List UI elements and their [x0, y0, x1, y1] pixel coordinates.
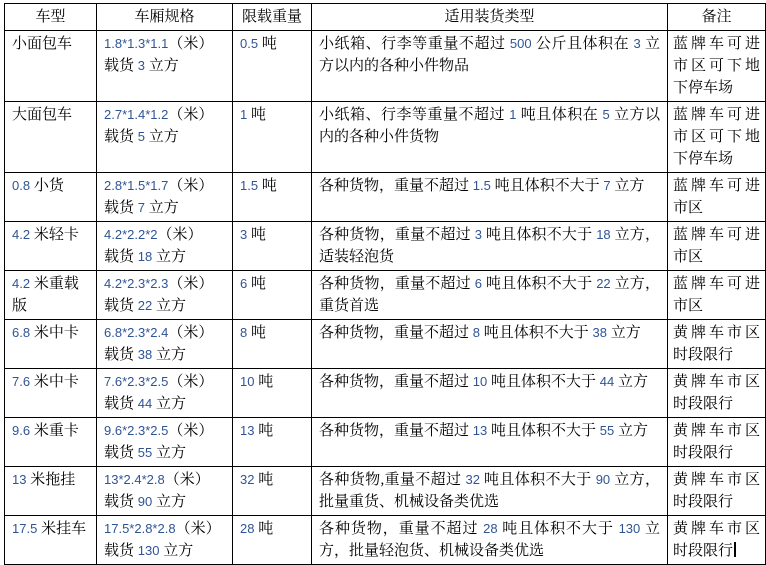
- vehicle-cell[interactable]: 6.8 米中卡: [5, 320, 97, 369]
- load-limit-cell[interactable]: 1.5 吨: [233, 173, 312, 222]
- numeric-value: 6: [474, 276, 483, 291]
- numeric-value: 0.5: [240, 36, 259, 51]
- numeric-value: 9.6: [12, 423, 31, 438]
- spec-dimensions: 2.7*1.4*1.2（米）: [104, 107, 214, 123]
- remark-text: 黄牌车市区时段限行: [673, 472, 760, 510]
- vehicle-cell[interactable]: 0.8 小货: [5, 173, 97, 222]
- remark-text: 蓝牌车可进市区: [673, 178, 760, 216]
- numeric-value: 3: [633, 36, 641, 51]
- numeric-value: 13*2.4*2.8: [104, 472, 165, 487]
- numeric-value: 17.5*2.8*2.8: [104, 521, 176, 536]
- header-cargo-type[interactable]: 适用装货类型: [312, 4, 668, 31]
- remark-cell[interactable]: [668, 102, 766, 173]
- remark-text: 黄牌车市区时段限行: [673, 374, 760, 412]
- spec-cell[interactable]: [97, 222, 233, 271]
- numeric-value: 8: [240, 325, 248, 340]
- numeric-value: 22: [596, 276, 611, 291]
- remark-text: 黄牌车市区时段限行: [673, 325, 760, 363]
- numeric-value: 130: [618, 521, 641, 536]
- spec-dimensions: 2.8*1.5*1.7（米）: [104, 178, 214, 194]
- numeric-value: 28: [483, 521, 498, 536]
- numeric-value: 22: [137, 298, 153, 313]
- spec-dimensions: 1.8*1.3*1.1（米）: [104, 36, 214, 52]
- vehicle-cell[interactable]: 9.6 米重卡: [5, 418, 97, 467]
- vehicle-cell[interactable]: 4.2 米重载版: [5, 271, 97, 320]
- numeric-value: 1.5: [240, 178, 259, 193]
- cargo-type-cell[interactable]: 各种货物，重量不超过 10 吨且体积不大于 44 立方: [312, 369, 668, 418]
- table-row: [5, 369, 766, 418]
- numeric-value: 90: [595, 472, 611, 487]
- numeric-value: 13: [472, 423, 488, 438]
- table-row: [5, 271, 766, 320]
- table-row: [5, 31, 766, 102]
- spec-cell[interactable]: [97, 173, 233, 222]
- spec-dimensions: 7.6*2.3*2.5（米）: [104, 374, 214, 390]
- header-load-limit[interactable]: 限载重量: [233, 4, 312, 31]
- numeric-value: 7.6: [12, 374, 31, 389]
- numeric-value: 38: [137, 347, 153, 362]
- numeric-value: 44: [599, 374, 615, 389]
- table-row: [5, 516, 766, 565]
- numeric-value: 13: [12, 472, 27, 487]
- numeric-value: 4.2: [12, 227, 31, 242]
- load-limit-cell[interactable]: 8 吨: [233, 320, 312, 369]
- numeric-value: 90: [137, 494, 153, 509]
- cargo-type-cell[interactable]: 各种货物，重量不超过 6 吨且体积不大于 22 立方，重货首选: [312, 271, 668, 320]
- numeric-value: 1.5: [472, 178, 491, 193]
- spec-cell[interactable]: [97, 516, 233, 565]
- cargo-type-cell[interactable]: 各种货物，重量不超过 3 吨且体积不大于 18 立方，适装轻泡货: [312, 222, 668, 271]
- numeric-value: 5: [602, 107, 610, 122]
- cargo-type-cell[interactable]: 各种货物,重量不超过 32 吨且体积不大于 90 立方，批量重货、机械设备类优选: [312, 467, 668, 516]
- spec-capacity: 载货 3 立方: [104, 58, 179, 74]
- numeric-value: 9.6*2.3*2.5: [104, 423, 169, 438]
- remark-cell[interactable]: [668, 369, 766, 418]
- spec-dimensions: 6.8*2.3*2.4（米）: [104, 325, 214, 341]
- load-limit-cell[interactable]: 3 吨: [233, 222, 312, 271]
- numeric-value: 7.6*2.3*2.5: [104, 374, 169, 389]
- spec-capacity: 载货 7 立方: [104, 200, 179, 216]
- remark-cell[interactable]: [668, 418, 766, 467]
- load-limit-cell[interactable]: 13 吨: [233, 418, 312, 467]
- vehicle-cell[interactable]: 4.2 米轻卡: [5, 222, 97, 271]
- spec-cell[interactable]: [97, 31, 233, 102]
- numeric-value: 10: [240, 374, 255, 389]
- spec-dimensions: 4.2*2.3*2.3（米）: [104, 276, 214, 292]
- spec-capacity: 载货 5 立方: [104, 129, 179, 145]
- numeric-value: 6: [240, 276, 248, 291]
- cargo-type-cell[interactable]: 各种货物，重量不超过 8 吨且体积不大于 38 立方: [312, 320, 668, 369]
- numeric-value: 4.2*2.2*2: [104, 227, 158, 242]
- spec-cell[interactable]: [97, 418, 233, 467]
- remark-text: 蓝牌车可进市区: [673, 227, 760, 265]
- remark-cell[interactable]: [668, 271, 766, 320]
- spec-capacity: 载货 130 立方: [104, 543, 194, 559]
- numeric-value: 4.2: [12, 276, 31, 291]
- load-limit-cell[interactable]: 1 吨: [233, 102, 312, 173]
- remark-cell[interactable]: [668, 467, 766, 516]
- numeric-value: 13: [240, 423, 255, 438]
- table-row: [5, 222, 766, 271]
- table-row: [5, 102, 766, 173]
- cargo-type-cell[interactable]: 小纸箱、行李等重量不超过 1 吨且体积在 5 立方以内的各种小件货物: [312, 102, 668, 173]
- header-remark[interactable]: 备注: [668, 4, 766, 31]
- vehicle-cell[interactable]: 小面包车: [5, 31, 97, 102]
- numeric-value: 38: [592, 325, 607, 340]
- vehicle-cell[interactable]: 7.6 米中卡: [5, 369, 97, 418]
- spec-dimensions: 13*2.4*2.8（米）: [104, 472, 210, 488]
- remark-cell[interactable]: [668, 173, 766, 222]
- spec-dimensions: 9.6*2.3*2.5（米）: [104, 423, 214, 439]
- numeric-value: 1: [240, 107, 248, 122]
- cargo-type-cell[interactable]: 小纸箱、行李等重量不超过 500 公斤且体积在 3 立方以内的各种小件物品: [312, 31, 668, 102]
- table-header: [5, 4, 766, 31]
- numeric-value: 3: [240, 227, 248, 242]
- vehicle-spec-table: [4, 3, 766, 565]
- numeric-value: 7: [603, 178, 611, 193]
- remark-text: 黄牌车市区时段限行: [673, 521, 760, 559]
- spec-capacity: 载货 90 立方: [104, 494, 186, 510]
- spec-cell[interactable]: [97, 271, 233, 320]
- numeric-value: 17.5: [12, 521, 38, 536]
- spec-cell[interactable]: [97, 369, 233, 418]
- table-row: [5, 320, 766, 369]
- remark-cell[interactable]: [668, 320, 766, 369]
- numeric-value: 10: [472, 374, 488, 389]
- load-limit-cell[interactable]: 28 吨: [233, 516, 312, 565]
- table-row: [5, 418, 766, 467]
- numeric-value: 2.8*1.5*1.7: [104, 178, 169, 193]
- remark-text: 蓝牌车可进市区可下地下停车场: [673, 107, 760, 167]
- load-limit-cell[interactable]: 10 吨: [233, 369, 312, 418]
- numeric-value: 5: [137, 129, 145, 144]
- vehicle-cell[interactable]: 17.5 米挂车: [5, 516, 97, 565]
- numeric-value: 1.8*1.3*1.1: [104, 36, 169, 51]
- spec-dimensions: 4.2*2.2*2（米）: [104, 227, 203, 243]
- numeric-value: 6.8*2.3*2.4: [104, 325, 169, 340]
- numeric-value: 32: [240, 472, 255, 487]
- spec-capacity: 载货 18 立方: [104, 249, 186, 265]
- table-row: [5, 173, 766, 222]
- text-cursor: [734, 542, 736, 557]
- numeric-value: 6.8: [12, 325, 31, 340]
- spec-capacity: 载货 22 立方: [104, 298, 186, 314]
- numeric-value: 55: [137, 445, 153, 460]
- spec-capacity: 载货 55 立方: [104, 445, 186, 461]
- numeric-value: 3: [474, 227, 483, 242]
- numeric-value: 500: [509, 36, 532, 51]
- header-box-spec[interactable]: 车厢规格: [97, 4, 233, 31]
- spec-capacity: 载货 38 立方: [104, 347, 186, 363]
- header-row: [5, 4, 766, 31]
- numeric-value: 18: [596, 227, 611, 242]
- spec-cell[interactable]: [97, 467, 233, 516]
- vehicle-cell[interactable]: 大面包车: [5, 102, 97, 173]
- numeric-value: 32: [465, 472, 480, 487]
- numeric-value: 55: [599, 423, 615, 438]
- load-limit-cell[interactable]: 6 吨: [233, 271, 312, 320]
- header-vehicle-type[interactable]: 车型: [5, 4, 97, 31]
- spec-dimensions: 17.5*2.8*2.8（米）: [104, 521, 221, 537]
- cargo-type-cell[interactable]: 各种货物，重量不超过 1.5 吨且体积不大于 7 立方: [312, 173, 668, 222]
- spec-cell[interactable]: [97, 320, 233, 369]
- numeric-value: 0.8: [12, 178, 31, 193]
- numeric-value: 130: [137, 543, 160, 558]
- numeric-value: 1: [509, 107, 517, 122]
- remark-cell[interactable]: [668, 516, 766, 565]
- load-limit-cell[interactable]: 32 吨: [233, 467, 312, 516]
- vehicle-cell[interactable]: 13 米拖挂: [5, 467, 97, 516]
- spec-capacity: 载货 44 立方: [104, 396, 186, 412]
- numeric-value: 2.7*1.4*1.2: [104, 107, 169, 122]
- numeric-value: 3: [137, 58, 145, 73]
- numeric-value: 18: [137, 249, 153, 264]
- cargo-type-cell[interactable]: 各种货物，重量不超过 13 吨且体积不大于 55 立方: [312, 418, 668, 467]
- spec-cell[interactable]: [97, 102, 233, 173]
- remark-cell[interactable]: [668, 31, 766, 102]
- table-body: [5, 31, 766, 565]
- numeric-value: 8: [472, 325, 480, 340]
- cargo-type-cell[interactable]: 各种货物，重量不超过 28 吨且体积不大于 130 立方，批量轻泡货、机械设备类优选: [312, 516, 668, 565]
- numeric-value: 4.2*2.3*2.3: [104, 276, 169, 291]
- numeric-value: 7: [137, 200, 145, 215]
- remark-text: 蓝牌车可进市区可下地下停车场: [673, 36, 760, 96]
- numeric-value: 28: [240, 521, 255, 536]
- remark-text: 黄牌车市区时段限行: [673, 423, 760, 461]
- remark-cell[interactable]: [668, 222, 766, 271]
- remark-text: 蓝牌车可进市区: [673, 276, 760, 314]
- table-row: [5, 467, 766, 516]
- numeric-value: 44: [137, 396, 153, 411]
- load-limit-cell[interactable]: 0.5 吨: [233, 31, 312, 102]
